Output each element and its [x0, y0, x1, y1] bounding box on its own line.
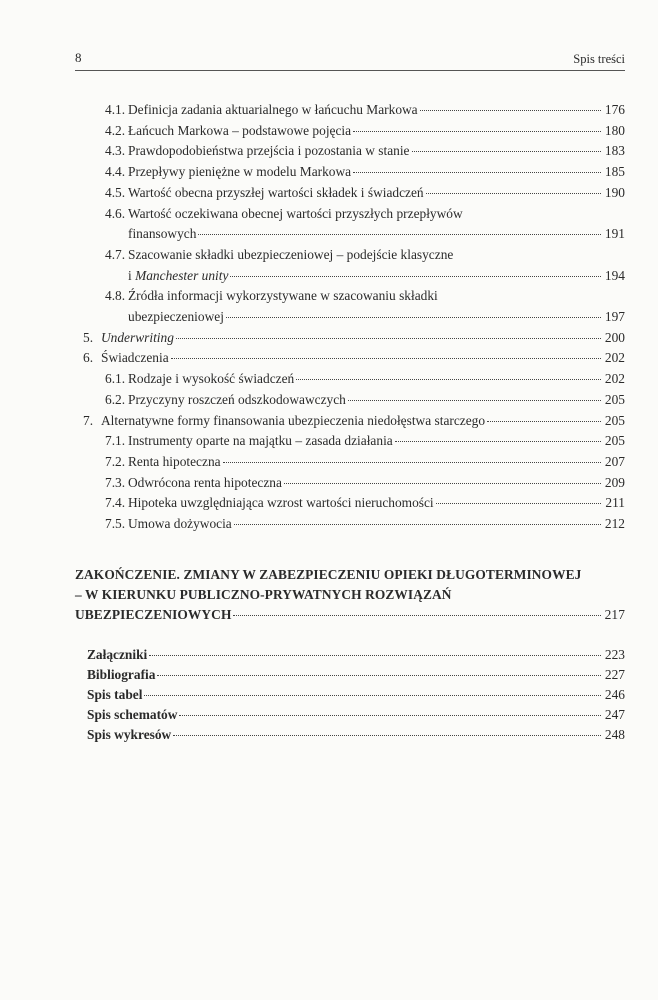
toc-entry[interactable] — [75, 100, 625, 121]
entry-number: 4.3. — [105, 143, 126, 159]
toc-entry[interactable] — [75, 493, 625, 514]
toc-conclusion-entry[interactable] — [75, 565, 625, 625]
entry-title: Spis schematów — [87, 706, 178, 722]
page-number: 8 — [75, 50, 82, 65]
conclusion-title-line1: ZAKOŃCZENIE. ZMIANY W ZABEZPIECZENIU OPIEKI DŁUGOTERMINOWEJ — [75, 566, 582, 582]
entry-number: 4.7. — [105, 246, 126, 262]
leader-dots — [353, 131, 601, 132]
leader-dots — [426, 193, 601, 194]
entry-title-line2: finansowych — [128, 226, 197, 242]
entry-page: 183 — [604, 143, 625, 159]
leader-dots — [176, 338, 601, 339]
leader-dots — [348, 400, 601, 401]
toc-entry[interactable] — [75, 473, 625, 494]
entry-title: Wartość obecna przyszłej wartości składek i świadczeń — [128, 184, 424, 200]
leader-dots — [198, 234, 600, 235]
entry-title: Przepływy pieniężne w modelu Markowa — [128, 164, 352, 180]
entry-title: Bibliografia — [87, 666, 156, 682]
entry-title: Spis tabel — [87, 686, 143, 702]
entry-number: 7.2. — [105, 453, 126, 469]
toc-entry[interactable] — [75, 141, 625, 162]
leader-dots — [296, 379, 601, 380]
toc-appendix-entry[interactable] — [87, 705, 625, 725]
entry-title-line2-prefix: i — [128, 267, 136, 283]
entry-page: 194 — [604, 267, 625, 283]
entry-number: 7.3. — [105, 474, 126, 490]
entry-page: 202 — [604, 371, 625, 387]
entry-number: 7.4. — [105, 495, 126, 511]
entry-title-line1: Źródła informacji wykorzystywane w szacowaniu składki — [128, 288, 438, 304]
toc-entry[interactable] — [75, 431, 625, 452]
entry-title: Załączniki — [87, 646, 148, 662]
leader-dots — [284, 483, 601, 484]
leader-dots — [233, 615, 600, 616]
entry-number: 4.1. — [105, 102, 126, 117]
toc-entry[interactable] — [75, 204, 625, 245]
toc-entry[interactable] — [75, 183, 625, 204]
entry-title: Łańcuch Markowa – podstawowe pojęcia — [128, 122, 352, 138]
entry-page: 209 — [604, 474, 625, 490]
entry-number: 4.4. — [105, 164, 126, 180]
entry-number: 7. — [83, 412, 94, 428]
entry-title-line1: Szacowanie składki ubezpieczeniowej – podejście klasyczne — [128, 246, 454, 262]
entry-number: 4.6. — [105, 205, 126, 221]
toc-entry[interactable] — [75, 162, 625, 183]
entry-page: 223 — [604, 646, 625, 662]
entry-page: 207 — [604, 453, 625, 469]
entry-title-line1: Wartość oczekiwana obecnej wartości przyszłych przepływów — [128, 205, 463, 221]
leader-dots — [230, 276, 600, 277]
entry-title: Spis wykresów — [87, 726, 172, 742]
running-head: Spis treści — [573, 52, 625, 66]
toc-entry[interactable] — [75, 514, 625, 535]
leader-dots — [395, 441, 601, 442]
toc-entry[interactable] — [75, 328, 625, 349]
conclusion-title-line3: UBEZPIECZENIOWYCH — [75, 606, 232, 622]
entry-page: 227 — [604, 666, 625, 682]
leader-dots — [234, 524, 601, 525]
entry-page: 197 — [604, 309, 625, 325]
toc-appendix-entry[interactable] — [87, 685, 625, 705]
entry-page: 185 — [604, 164, 625, 180]
toc-appendix-entry[interactable] — [87, 665, 625, 685]
entry-number: 5. — [83, 329, 94, 345]
page-header — [75, 50, 625, 71]
entry-page: 248 — [604, 726, 625, 742]
entry-page: 205 — [604, 412, 625, 428]
entry-title: Alternatywne formy finansowania ubezpieczenia niedołęstwa starczego — [101, 412, 486, 428]
leader-dots — [436, 503, 602, 504]
leader-dots — [173, 735, 601, 736]
toc-appendix-entry[interactable] — [87, 725, 625, 745]
toc-appendix — [75, 645, 625, 745]
entry-number: 6.1. — [105, 371, 126, 387]
entry-title: Renta hipoteczna — [128, 453, 221, 469]
entry-number: 7.1. — [105, 433, 126, 449]
entry-number: 6. — [83, 350, 94, 366]
entry-title: Underwriting — [101, 329, 174, 345]
entry-title: Świadczenia — [101, 350, 169, 366]
entry-number: 4.8. — [105, 288, 126, 304]
entry-number: 4.5. — [105, 184, 126, 200]
entry-title: Hipoteka uwzględniająca wzrost wartości nieruchomości — [128, 495, 434, 511]
entry-title-line2: ubezpieczeniowej — [128, 309, 224, 325]
leader-dots — [179, 715, 601, 716]
toc-entry[interactable] — [75, 452, 625, 473]
toc-entry[interactable] — [75, 121, 625, 142]
entry-title: Instrumenty oparte na majątku – zasada działania — [128, 433, 393, 449]
entry-page: 246 — [604, 686, 625, 702]
entry-page: 190 — [604, 184, 625, 200]
entry-page: 180 — [604, 122, 625, 138]
toc-entry[interactable] — [75, 369, 625, 390]
entry-number: 4.2. — [105, 122, 126, 138]
leader-dots — [420, 110, 601, 111]
entry-page: 202 — [604, 350, 625, 366]
leader-dots — [353, 172, 601, 173]
entry-page: 217 — [604, 606, 625, 622]
entry-page: 205 — [604, 391, 625, 407]
toc-entry[interactable] — [75, 390, 625, 411]
entry-page: 200 — [604, 329, 625, 345]
entry-number: 7.5. — [105, 516, 126, 532]
leader-dots — [144, 695, 600, 696]
entry-number: 6.2. — [105, 391, 126, 407]
table-of-contents — [75, 100, 625, 745]
entry-page: 211 — [605, 495, 625, 511]
toc-entry[interactable] — [75, 348, 625, 369]
leader-dots — [223, 462, 601, 463]
leader-dots — [412, 151, 601, 152]
entry-page: 176 — [604, 102, 625, 117]
conclusion-title-line2: – W KIERUNKU PUBLICZNO-PRYWATNYCH ROZWIĄZAŃ — [75, 586, 452, 602]
entry-title-line2-italic: Manchester unity — [135, 267, 229, 283]
entry-page: 212 — [604, 516, 625, 532]
leader-dots — [149, 655, 601, 656]
toc-entry[interactable] — [75, 286, 625, 327]
entry-page: 191 — [604, 226, 625, 242]
entry-title: Umowa dożywocia — [128, 516, 232, 532]
entry-page: 247 — [604, 706, 625, 722]
leader-dots — [157, 675, 600, 676]
toc-appendix-entry[interactable] — [87, 645, 625, 665]
toc-entry[interactable] — [75, 411, 625, 432]
entry-title: Prawdopodobieństwa przejścia i pozostania w stanie — [128, 143, 410, 159]
leader-dots — [171, 358, 601, 359]
entry-title: Rodzaje i wysokość świadczeń — [128, 371, 295, 387]
entry-title: Definicja zadania aktuarialnego w łańcuchu Markowa — [128, 102, 418, 117]
leader-dots — [226, 317, 601, 318]
leader-dots — [487, 421, 601, 422]
entry-title: Przyczyny roszczeń odszkodowawczych — [128, 391, 346, 407]
entry-page: 205 — [604, 433, 625, 449]
toc-entry[interactable] — [75, 245, 625, 286]
entry-title: Odwrócona renta hipoteczna — [128, 474, 282, 490]
